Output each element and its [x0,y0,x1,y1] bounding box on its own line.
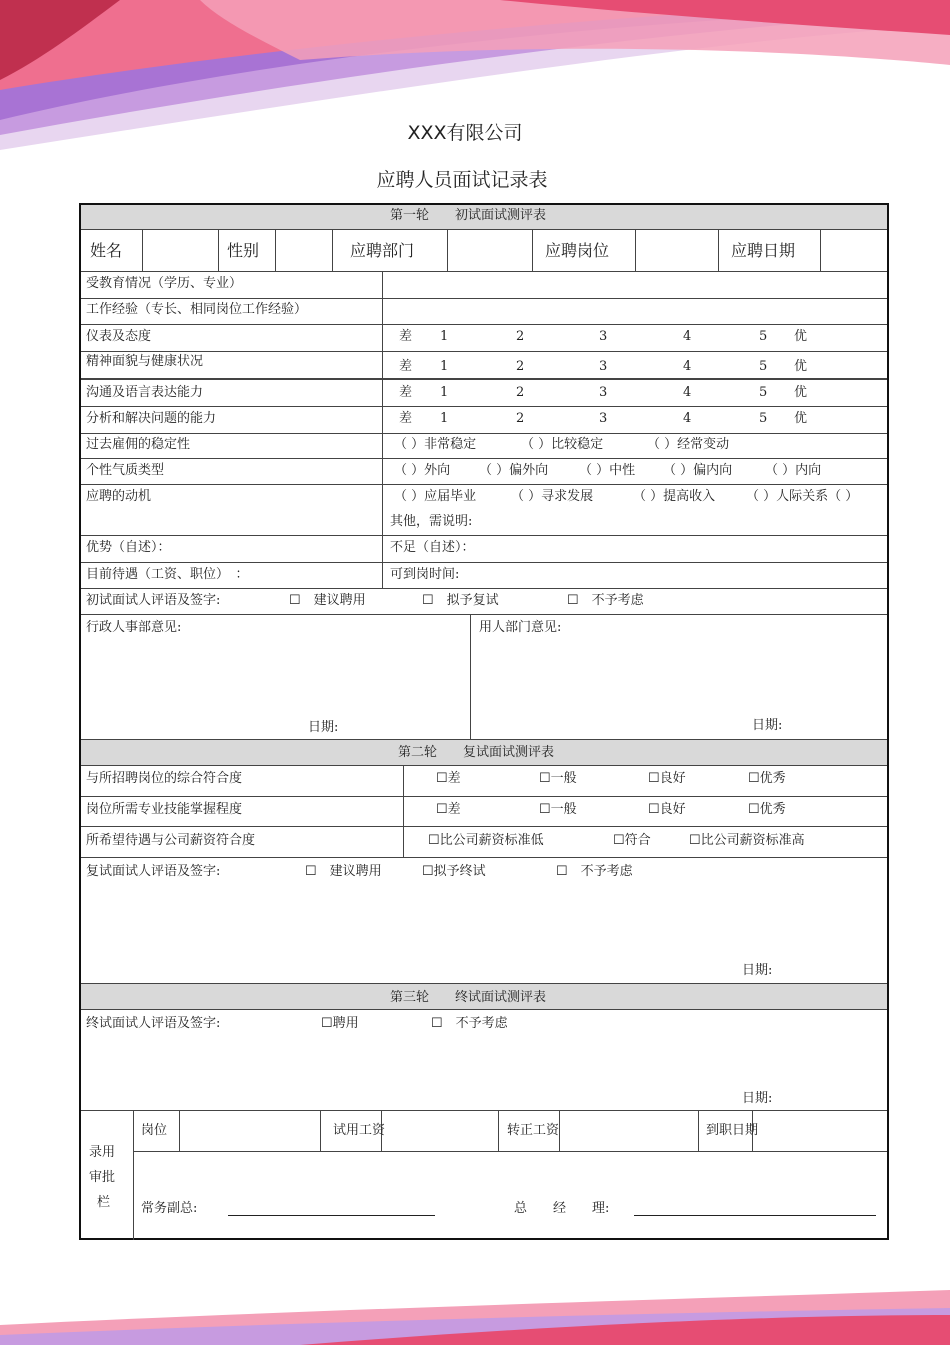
arrival-time-label: 可到岗时间: [390,567,460,582]
option-good[interactable]: ☐良好 [648,802,686,817]
round2-signature-label: 复试面试人评语及签字: [86,864,221,879]
experience-label: 工作经验（专长、相同岗位工作经验） [86,302,308,317]
rating-4: 4 [683,385,692,400]
second-interview-checkbox[interactable]: ☐ 拟予复试 [422,593,499,608]
personality-option[interactable]: （ ）外向 [394,463,451,478]
rating-1: 1 [440,411,449,426]
rating-3: 3 [599,359,608,374]
department-label: 应聘部门 [350,241,415,260]
dept-date-label: 日期: [752,718,783,733]
admin-opinion-label: 行政人事部意见: [86,620,182,635]
rating-high: 优 [794,359,808,374]
pay-option[interactable]: ☐比公司薪资标准低 [428,833,544,848]
approval-side-label: 录用 [89,1145,116,1160]
approval-side-label: 审批 [89,1170,116,1185]
rating-3: 3 [599,385,608,400]
motivation-option[interactable]: （ ）人际关系（ ） [746,489,859,504]
round2-row-label: 与所招聘岗位的综合符合度 [86,771,243,786]
rating-high: 优 [794,329,808,344]
rating-label: 沟通及语言表达能力 [86,385,204,400]
option-excellent[interactable]: ☐优秀 [748,802,786,817]
option-poor[interactable]: ☐差 [436,802,461,817]
round1-signature-label: 初试面试人评语及签字: [86,593,221,608]
rating-4: 4 [683,359,692,374]
round3-signature-label: 终试面试人评语及签字: [86,1016,221,1031]
admin-date-label: 日期: [308,720,339,735]
pay-option[interactable]: ☐比公司薪资标准高 [689,833,805,848]
motivation-option[interactable]: （ ）应届毕业 [394,489,477,504]
pay-option[interactable]: ☐符合 [613,833,651,848]
date-applied-label: 应聘日期 [731,241,796,260]
rating-4: 4 [683,329,692,344]
final-interview-checkbox[interactable]: ☐拟予终试 [422,864,486,879]
rating-2: 2 [516,385,525,400]
rating-label: 分析和解决问题的能力 [86,411,217,426]
personality-option[interactable]: （ ）偏内向 [663,463,733,478]
hire-checkbox[interactable]: ☐聘用 [321,1016,359,1031]
option-average[interactable]: ☐一般 [539,802,577,817]
personality-option[interactable]: （ ）中性 [579,463,636,478]
rating-label: 仪表及态度 [86,329,152,344]
rating-1: 1 [440,329,449,344]
personality-option[interactable]: （ ）内向 [765,463,822,478]
rating-low: 差 [399,359,413,374]
stability-option[interactable]: （ ）比较稳定 [521,437,604,452]
regular-salary-label: 转正工资 [507,1123,560,1138]
rating-1: 1 [440,359,449,374]
arrival-date-label: 到职日期 [706,1123,759,1138]
education-label: 受教育情况（学历、专业） [86,276,243,291]
strength-label: 优势（自述）： [86,540,171,555]
stability-label: 过去雇佣的稳定性 [86,437,191,452]
recommend-hire-checkbox[interactable]: ☐ 建议聘用 [289,593,366,608]
rating-2: 2 [516,411,525,426]
personality-option[interactable]: （ ）偏外向 [479,463,549,478]
rating-3: 3 [599,329,608,344]
reject-checkbox[interactable]: ☐ 不予考虑 [556,864,633,879]
round1-title: 第一轮 初试面试测评表 [390,208,547,223]
bottom-decoration [0,1270,950,1345]
motivation-other: 其他，需说明: [390,514,473,529]
round3-date-label: 日期: [742,1091,773,1106]
round3-title: 第三轮 终试面试测评表 [390,990,547,1005]
company-name: XXX有限公司 [407,122,523,144]
weakness-label: 不足（自述）： [390,540,475,555]
gm-signature-label: 总 经 理: [514,1201,610,1216]
rating-high: 优 [794,411,808,426]
rating-low: 差 [399,329,413,344]
rating-label: 精神面貌与健康状况 [86,354,204,369]
approval-side-label: 栏 [97,1195,111,1210]
interview-form [79,203,889,1240]
rating-low: 差 [399,411,413,426]
option-average[interactable]: ☐一般 [539,771,577,786]
rating-high: 优 [794,385,808,400]
trial-salary-label: 试用工资 [333,1123,386,1138]
approved-position-label: 岗位 [141,1123,168,1138]
option-excellent[interactable]: ☐优秀 [748,771,786,786]
rating-2: 2 [516,329,525,344]
personality-label: 个性气质类型 [86,463,165,478]
reject-checkbox[interactable]: ☐ 不予考虑 [431,1016,508,1031]
round2-date-label: 日期: [742,963,773,978]
round2-title: 第二轮 复试面试测评表 [398,745,555,760]
reject-checkbox[interactable]: ☐ 不予考虑 [567,593,644,608]
motivation-option[interactable]: （ ）提高收入 [633,489,716,504]
option-poor[interactable]: ☐差 [436,771,461,786]
rating-1: 1 [440,385,449,400]
dept-opinion-label: 用人部门意见: [479,620,562,635]
rating-5: 5 [759,385,768,400]
rating-5: 5 [759,329,768,344]
round2-row-label: 岗位所需专业技能掌握程度 [86,802,243,817]
option-good[interactable]: ☐良好 [648,771,686,786]
motivation-label: 应聘的动机 [86,489,152,504]
motivation-option[interactable]: （ ）寻求发展 [511,489,594,504]
stability-option[interactable]: （ ）非常稳定 [394,437,477,452]
gm-signature-line[interactable] [634,1215,876,1216]
recommend-hire-checkbox[interactable]: ☐ 建议聘用 [305,864,382,879]
vp-signature-line[interactable] [228,1215,435,1216]
form-title: 应聘人员面试记录表 [376,169,548,191]
position-label: 应聘岗位 [545,241,610,260]
name-label: 姓名 [90,241,123,260]
pay-match-label: 所希望待遇与公司薪资符合度 [86,833,256,848]
current-salary-label: 目前待遇（工资、职位） ： [86,567,249,582]
rating-5: 5 [759,411,768,426]
rating-5: 5 [759,359,768,374]
stability-option[interactable]: （ ）经常变动 [647,437,730,452]
gender-label: 性别 [227,241,260,260]
rating-4: 4 [683,411,692,426]
rating-low: 差 [399,385,413,400]
vp-signature-label: 常务副总: [141,1201,198,1216]
rating-2: 2 [516,359,525,374]
rating-3: 3 [599,411,608,426]
